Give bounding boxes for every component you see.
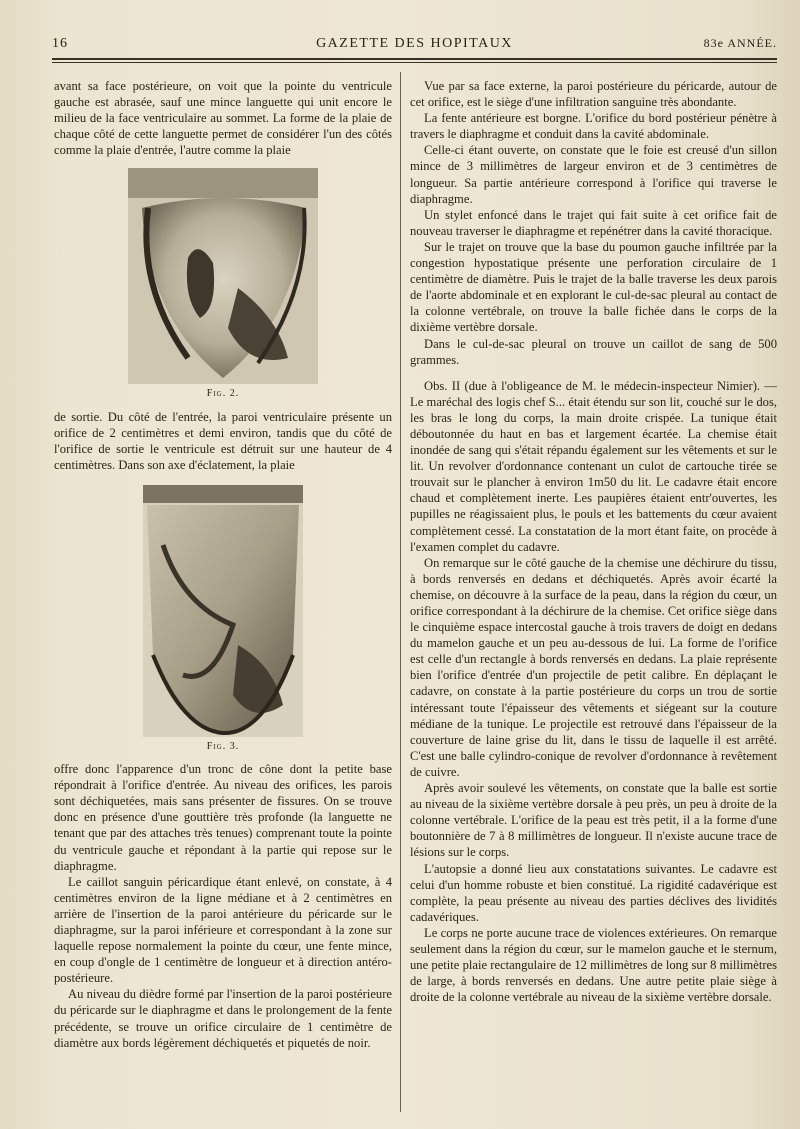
heart-specimen-photo-icon xyxy=(128,168,318,384)
paragraph: La fente antérieure est borgne. L'orifice du bord postérieur pénètre à travers le diaphragme et conduit dans la cavité abdominale. xyxy=(410,111,777,142)
paragraph: Le corps ne porte aucune trace de violences extérieures. On remarque seulement dans la région du cœur, sur le mamelon gauche et le sternum, une petite plaie rectangulaire de 12 millimètres de long sur 8 millimètres de large, à bords renversés en dedans. Une autre petite plaie siège à droite de la colonne vertébrale au niveau de la sixième vertèbre dorsale. xyxy=(410,925,777,1005)
paragraph: Celle-ci étant ouverte, on constate que le foie est creusé d'un sillon mince de 3 millimètres de largeur environ et de 3 centimètres de longueur. Sa partie antérieure correspond à l'orifice qui traverse le diaphragme. xyxy=(410,143,777,206)
paragraph: de sortie. Du côté de l'entrée, la paroi ventriculaire présente un orifice de 2 centimètres et demi environ, tandis que du côté de l'orifice de sortie le ventricule est détruit sur une hauteur de 4 centimètres. Dans son axe d'éclatement, la plaie xyxy=(54,409,392,472)
paragraph: Le caillot sanguin péricardique étant enlevé, on constate, à 4 centimètres environ de la ligne médiane et à 2 centimètres en arrière de l'insertion de la paroi antérieure du péricarde sur le diaphragme, sur la paroi inférieure et correspondant à la zone sur laquelle repose normalement la pointe du cœur, une fente mince, en coup d'ongle de 1 centimètre de longueur et à direction antéro-postérieure. xyxy=(54,874,392,986)
observation-paragraph: Obs. II (due à l'obligeance de M. le médecin-inspecteur Nimier). — Le maréchal des logis chef S... était étendu sur son lit, couché sur le dos, les bras le long du corps, la main droite crispée. La tunique était déboutonnée du haut en bas et largement écartée. La chemise était inondée de sang qui s'était répandu également sur les vêtements et sur le lit. Un revolver d'ordonnance contenant un culot de cartouche tirée se trouvait sur le plancher à environ 1m50 du lit. Le cadavre était encore chaud et complètement inerte. Les paupières étaient entr'ouvertes, les pupilles ne réagissaient plus, le pouls et les battements du cœur avaient complètement cessé. La constatation de la mort étant faite, on procède à l'examen complet du cadavre. xyxy=(410,378,777,554)
paragraph: Un stylet enfoncé dans le trajet qui fait suite à cet orifice fait de nouveau traverser le diaphragme et repénétrer dans la cavité thoracique. xyxy=(410,207,777,238)
paragraph: Dans le cul-de-sac pleural on trouve un caillot de sang de 500 grammes. xyxy=(410,336,777,367)
header-rule-thin xyxy=(52,62,777,63)
figure-3 xyxy=(143,485,303,755)
figure-caption: Fig. 2. xyxy=(206,388,240,400)
figure-caption: Fig. 3. xyxy=(206,740,240,752)
paragraph: avant sa face postérieure, on voit que la pointe du ventricule gauche est abrasée, sauf une mince languette qui unit encore le milieu de la face ventriculaire au sommet. La forme de la plaie de chaque côté de cette languette permet de considérer l'un des côtés comme la plaie d'entrée, l'autre comme la plaie xyxy=(54,79,392,158)
figure-2 xyxy=(128,168,318,402)
volume-year: 83e ANNÉE. xyxy=(703,36,777,50)
paragraph: On remarque sur le côté gauche de la chemise une déchirure du tissu, à bords renversés en dedans et déchiquetés. Après avoir écarté la chemise, on découvre à la surface de la peau, dans la région du cœur, un orifice correspondant à la déchirure de la chemise. Cet orifice siège dans le cinquième espace intercostal gauche à trois travers de doigt en dedans du mamelon gauche et un peu au-dessous de lui. La forme de l'orifice est celle d'un rectangle à bords renversés en dedans. La plaie représente bien l'orifice d'entrée d'un projectile de petit calibre. En déplaçant le cadavre, on constate à la partie postérieure du corps un trou de sortie intéressant toute l'épaisseur des vêtements et siégeant sur la couture médiane de la tunique. Le projectile est retrouvé dans l'épaisseur de la couverture de laine grise du lit, dans le tissu de laquelle il est arrêté. C'est une balle cylindro-conique de revolver d'ordonnance à revêtement de cuivre. xyxy=(410,555,777,779)
paragraph: offre donc l'apparence d'un tronc de cône dont la petite base répondrait à l'orifice d'entrée. Au niveau des orifices, les parois sont déchiquetées, mais sans présenter de fissures. On se trouve donc en présence d'une gouttière très profonde (la languette ne tenant que par des attaches très tenues) comprenant toute la pointe du ventricule gauche et répondant à la partie qui repose sur le diaphragme. xyxy=(54,762,392,873)
paragraph: Après avoir soulevé les vêtements, on constate que la balle est sortie au niveau de la sixième vertèbre dorsale à peu près, un peu à droite de la colonne vertébrale. L'orifice de la peau est très petit, il a la forme d'une boutonnière de 7 à 8 millimètres de longueur. Il n'existe aucune trace de lésions sur le corps. xyxy=(410,781,777,860)
page-number: 16 xyxy=(52,36,68,51)
page-header xyxy=(52,36,777,56)
paragraph: Sur le trajet on trouve que la base du poumon gauche infiltrée par la congestion hypostatique présente une perforation circulaire de 1 centimètre de diamètre. Puis le trajet de la balle traverse les deux parois de l'aorte abdominale et en explorant le cul-de-sac pleural au contact de la colonne vertébrale, on trouve la balle fichée dans le corps de la dixième vertèbre dorsale. xyxy=(410,239,777,335)
right-column xyxy=(410,78,777,1005)
journal-title: GAZETTE DES HOPITAUX xyxy=(316,36,513,51)
paragraph: Au niveau du dièdre formé par l'insertion de la paroi postérieure du péricarde sur le diaphragme et dans le prolongement de la fente précédente, se trouve un orifice circulaire de 1 centimètre de diamètre aux bords légèrement déchiquetés et piquetés de noir. xyxy=(54,987,392,1050)
paragraph: L'autopsie a donné lieu aux constatations suivantes. Le cadavre est celui d'un homme robuste et bien constitué. La rigidité cadavérique est complète, la peau présente au niveau des parties déclives des lividités cadavériques. xyxy=(410,861,777,924)
heart-specimen-photo-icon xyxy=(143,485,303,737)
paragraph: Vue par sa face externe, la paroi postérieure du péricarde, autour de cet orifice, est le siège d'une infiltration sanguine très abondante. xyxy=(410,79,777,110)
left-column xyxy=(54,78,392,1051)
column-divider xyxy=(400,72,401,1112)
section-gap xyxy=(410,368,777,378)
header-rule xyxy=(52,58,777,60)
